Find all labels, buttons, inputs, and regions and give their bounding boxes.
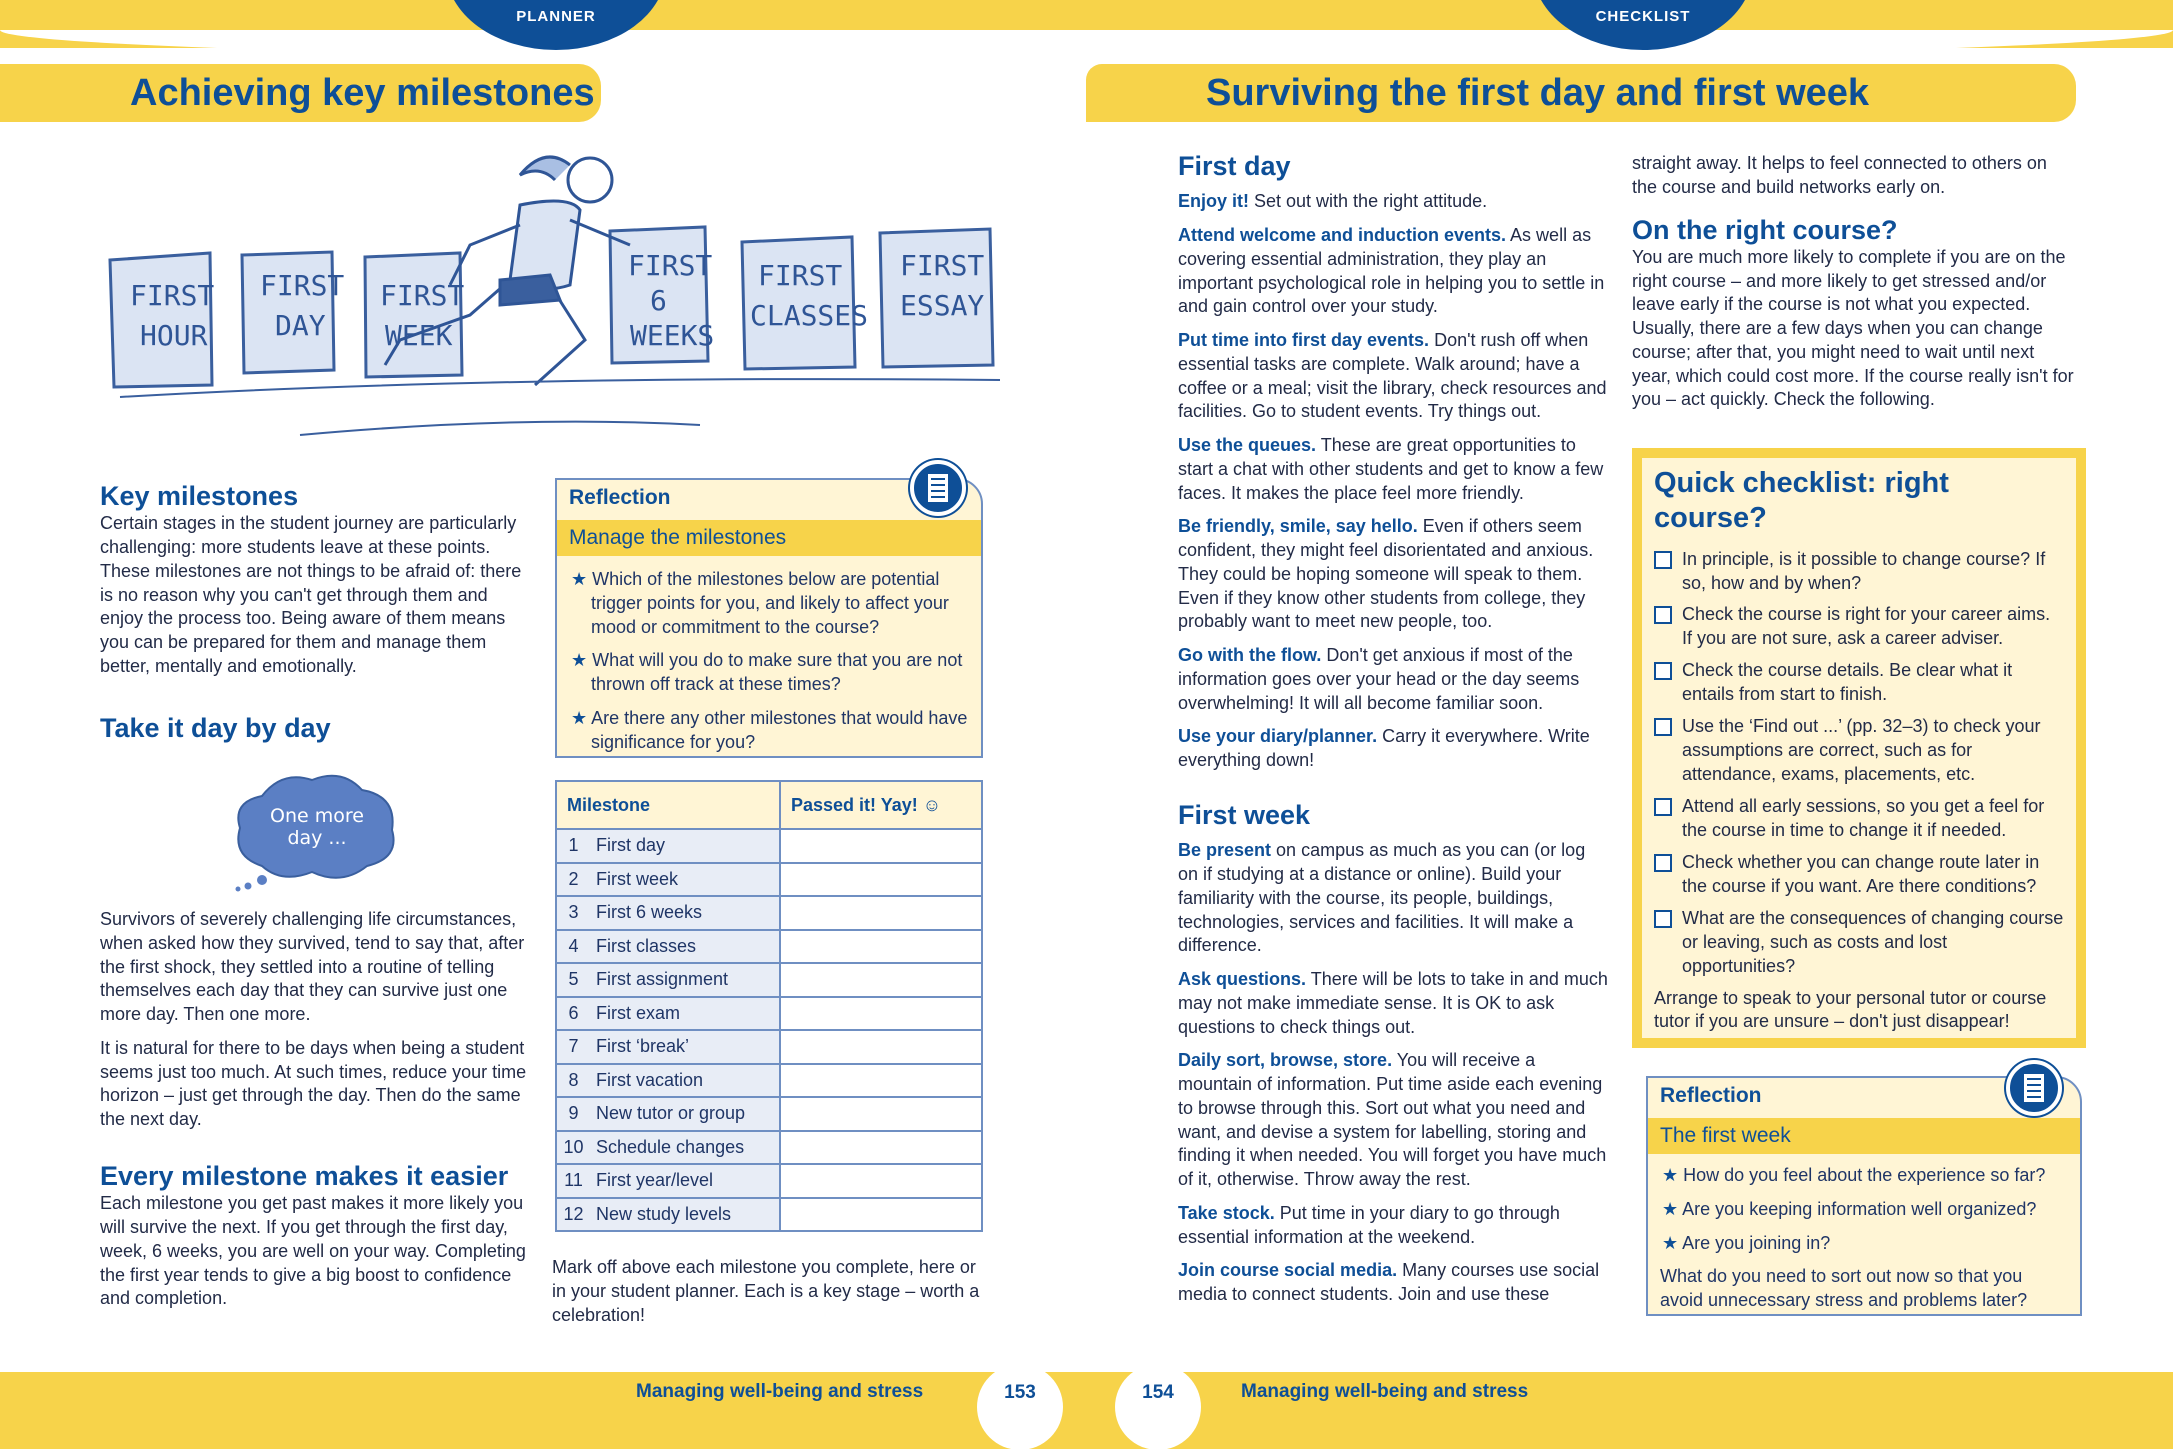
tip-paragraph (1178, 839, 1608, 958)
table-row (556, 863, 982, 897)
tip-text: Set out with the right attitude. (1249, 191, 1488, 212)
page-title-left: Achieving key milestones (130, 71, 595, 114)
thought-cloud (232, 768, 400, 892)
stone-label-6w-2: 6 (650, 284, 667, 317)
milestone-number: 8 (556, 1064, 590, 1098)
key-milestones-body: Certain stages in the student journey are particularly challenging: more students leave at these points. These milestones are not things to be afraid of: there is no reason why you can't get through them and enjoy the process too. Being aware of them means you can be prepared for them and manage them better, mentally and emotionally. (100, 513, 522, 676)
milestone-label: New tutor or group (590, 1097, 780, 1131)
reflection-heading-right: Reflection (1660, 1084, 1762, 1107)
table-row (556, 1198, 982, 1232)
reflection-closing: What do you need to sort out now so that you avoid unnecessary stress and problems later? (1660, 1266, 2028, 1310)
checkbox[interactable] (1654, 910, 1672, 928)
page-title-right: Surviving the first day and first week (1206, 71, 1870, 114)
checklist-item[interactable] (1654, 603, 2064, 651)
tip-text: Don't rush off when essential tasks are complete. Walk around; have a coffee or a meal; visit the library, check resources and facilities. Go to student events. Try things out. (1178, 330, 1607, 422)
milestones-illustration (100, 135, 1010, 445)
table-header-row (556, 781, 982, 829)
notebook-icon (2006, 1060, 2062, 1116)
tip-lead: Use your diary/planner. (1178, 726, 1378, 747)
table-row (556, 997, 982, 1031)
checklist-item[interactable] (1654, 851, 2064, 899)
tip-paragraph (1178, 1202, 1608, 1250)
first-day-heading: First day (1178, 151, 1291, 181)
tip-text: on campus as much as you can (or log on if studying at a distance or online). Build your familiarity with the course, its people, buildings, technologies, services and facilities. It will make a difference. (1178, 840, 1586, 956)
milestone-label: First 6 weeks (590, 896, 780, 930)
footer-bar (0, 1372, 2173, 1449)
tip-text: Many courses use social media to connect students. Join and use these (1178, 1260, 1600, 1305)
milestone-check-cell[interactable] (780, 930, 982, 964)
checklist-note: Arrange to speak to your personal tutor or course tutor if you are unsure – don't just disappear! (1654, 987, 2047, 1032)
tip-text: Carry it everywhere. Write everything down! (1178, 726, 1590, 771)
stone-label-week-2: WEEK (385, 319, 453, 352)
checklist-item[interactable] (1654, 659, 2064, 707)
tip-lead: Be friendly, smile, say hello. (1178, 516, 1418, 537)
tip-lead: Go with the flow. (1178, 645, 1322, 666)
reflection-item: ★ What will you do to make sure that you are not thrown off track at these times? (569, 649, 969, 697)
table-note-text: Mark off above each milestone you complete, here or in your student planner. Each is a key stage – worth a celebration! (552, 1257, 980, 1325)
stone-label-classes-2: CLASSES (750, 299, 869, 332)
milestone-label: First assignment (590, 963, 780, 997)
milestone-label: First vacation (590, 1064, 780, 1098)
tip-text: Even if others seem confident, they might feel disorientated and anxious. They could be hoping someone will speak to them. Even if they know other students from college, they probably want to meet new people, too. (1178, 516, 1594, 632)
stone-label-day-1: FIRST (260, 269, 345, 302)
day-by-day-body-2: It is natural for there to be days when being a student seems just too much. At such times, reduce your time horizon – just get through the day. Then do the same the next day. (100, 1037, 527, 1129)
footer-text-right: Managing well-being and stress (1241, 1381, 1529, 1402)
milestone-label: First classes (590, 930, 780, 964)
checkbox[interactable] (1654, 551, 1672, 569)
stone-label-hour-2: HOUR (140, 319, 208, 352)
milestone-number: 7 (556, 1030, 590, 1064)
checkbox[interactable] (1654, 662, 1672, 680)
reflection-list (557, 556, 981, 754)
milestone-label: First ‘break’ (590, 1030, 780, 1064)
tip-lead: Daily sort, browse, store. (1178, 1050, 1393, 1071)
first-week-heading: First week (1178, 799, 1311, 830)
quick-checklist (1632, 448, 2086, 1048)
milestone-check-cell[interactable] (780, 863, 982, 897)
tip-text: As well as covering essential administration, they play an important psychological role in helping you to settle in and gain control over your study. (1178, 225, 1605, 317)
tip-text: You will receive a mountain of information. Put time aside each evening to browse through this. Sort out what you need and want, and devise a system for labelling, storing and finding it when needed. You will forget you have much of it, otherwise. Throw away the rest. (1178, 1050, 1607, 1190)
day-by-day-heading: Take it day by day (100, 713, 331, 743)
checkbox[interactable] (1654, 718, 1672, 736)
checklist-item-text: Attend all early sessions, so you get a feel for the course in time to change it if needed. (1682, 796, 2045, 840)
milestone-label: Schedule changes (590, 1131, 780, 1165)
tip-paragraph (1178, 644, 1608, 715)
table-row (556, 963, 982, 997)
checklist-item-text: In principle, is it possible to change course? If so, how and by when? (1682, 548, 2046, 593)
stone-label-week-1: FIRST (380, 279, 465, 312)
table-row (556, 930, 982, 964)
milestone-check-cell[interactable] (780, 829, 982, 863)
checklist-item-text: Check whether you can change route later in the course if you want. Are there conditions? (1682, 851, 2040, 896)
table-row (556, 1030, 982, 1064)
stone-label-classes-1: FIRST (758, 259, 843, 292)
reflection-item: ★ Are you joining in? (1660, 1232, 2068, 1256)
tip-paragraph (1178, 224, 1608, 319)
notebook-icon (910, 460, 966, 516)
tip-lead: Be present (1178, 840, 1272, 861)
reflection-subheading-right: The first week (1648, 1118, 2080, 1154)
tip-text: Put time in your diary to go through essential information at the weekend. (1178, 1202, 1560, 1247)
reflection-heading: Reflection (569, 486, 671, 509)
tip-lead: Attend welcome and induction events. (1178, 225, 1507, 246)
every-milestone-heading: Every milestone makes it easier (100, 1161, 509, 1191)
stone-label-hour-1: FIRST (130, 279, 215, 312)
table-row (556, 1131, 982, 1165)
milestone-number: 10 (556, 1131, 590, 1165)
milestone-check-cell[interactable] (780, 1064, 982, 1098)
tip-text: Don't get anxious if most of the information goes over your head or the day seems overwhelming! It will all become familiar soon. (1178, 645, 1580, 713)
milestone-check-cell[interactable] (780, 896, 982, 930)
checklist-items (1654, 548, 2064, 979)
checklist-item-text: Check the course details. Be clear what it entails from start to finish. (1682, 660, 2013, 705)
tip-paragraph (1178, 725, 1608, 773)
milestone-table (555, 780, 983, 1232)
checklist-heading: Quick checklist: right course? (1654, 467, 1949, 534)
milestone-label: First day (590, 829, 780, 863)
milestone-number: 6 (556, 997, 590, 1031)
table-row (556, 1064, 982, 1098)
milestone-number: 4 (556, 930, 590, 964)
checklist-item-text: Check the course is right for your career aims. If you are not sure, ask a career adviser. (1682, 604, 2051, 649)
milestone-label: New study levels (590, 1198, 780, 1232)
cloud-text: One more day ... (270, 805, 364, 849)
tip-paragraph (1178, 1049, 1608, 1192)
tip-lead: Take stock. (1178, 1202, 1275, 1223)
col2-continued-text: straight away. It helps to feel connected to others on the course and build networks early on. (1632, 153, 2047, 197)
checklist-item[interactable] (1654, 715, 2064, 787)
stone-label-6w-3: WEEKS (630, 319, 715, 352)
planner-tab-label: PLANNER (516, 8, 596, 25)
milestone-number: 5 (556, 963, 590, 997)
checklist-item[interactable] (1654, 548, 2064, 596)
reflection-box-right (1646, 1076, 2082, 1316)
footer-text-left: Managing well-being and stress (636, 1381, 924, 1402)
checklist-item-text: Use the ‘Find out ...’ (pp. 32–3) to check your assumptions are correct, such as for attendance, exams, placements, etc. (1682, 716, 2041, 785)
table-row (556, 1097, 982, 1131)
milestone-number: 12 (556, 1198, 590, 1232)
every-milestone-section (100, 1160, 540, 1321)
reflection-item: ★ How do you feel about the experience so far? (1660, 1164, 2068, 1188)
checkbox[interactable] (1654, 606, 1672, 624)
milestone-check-cell[interactable] (780, 1198, 982, 1232)
tip-lead: Ask questions. (1178, 969, 1307, 990)
tip-paragraph (1178, 1259, 1608, 1307)
reflection-item: ★ Are you keeping information well organized? (1660, 1198, 2068, 1222)
milestone-number: 1 (556, 829, 590, 863)
stone-label-essay-2: ESSAY (900, 289, 985, 322)
milestone-number: 3 (556, 896, 590, 930)
tip-paragraph (1178, 434, 1608, 505)
stone-label-6w-1: FIRST (628, 249, 713, 282)
key-milestones-section (100, 480, 532, 689)
checklist-item[interactable] (1654, 795, 2064, 843)
milestone-number: 11 (556, 1164, 590, 1198)
table-header-milestone: Milestone (556, 781, 780, 829)
tip-lead: Use the queues. (1178, 435, 1317, 456)
stone-first-week (365, 253, 465, 377)
tip-lead: Join course social media. (1178, 1260, 1398, 1281)
table-row (556, 896, 982, 930)
table-note (552, 1256, 992, 1337)
left-title-bar (0, 64, 601, 122)
checkbox[interactable] (1654, 798, 1672, 816)
stone-label-day-2: DAY (275, 309, 326, 342)
milestone-number: 2 (556, 863, 590, 897)
day-by-day-section (100, 712, 532, 744)
tip-lead: Put time into first day events. (1178, 330, 1430, 351)
checklist-tab-label: CHECKLIST (1595, 8, 1691, 25)
table-row (556, 829, 982, 863)
table-row (556, 1164, 982, 1198)
right-column-2 (1632, 152, 2074, 422)
tip-lead: Enjoy it! (1178, 191, 1249, 212)
day-by-day-body (100, 908, 532, 1142)
milestone-check-cell[interactable] (780, 963, 982, 997)
page-number-right: 154 (1115, 1364, 1201, 1449)
key-milestones-heading: Key milestones (100, 481, 299, 511)
reflection-item: ★ Which of the milestones below are potential trigger points for you, and likely to affect your mood or commitment to the course? (569, 568, 969, 639)
tip-paragraph (1178, 968, 1608, 1039)
right-course-body: You are much more likely to complete if you are on the right course – and more likely to get stressed and/or leave early if the course is not what you expected. Usually, there are a few days when you can change course; after that, you might need to wait until next year, which could cost more. If the course really isn't for you – act quickly. Check the following. (1632, 246, 2074, 410)
reflection-subheading: Manage the milestones (557, 520, 981, 556)
tip-text: These are great opportunities to start a chat with other students and get to know a few faces. It makes the place feel more friendly. (1178, 435, 1604, 503)
tip-paragraph (1178, 190, 1608, 214)
milestone-label: First week (590, 863, 780, 897)
table-header-passed: Passed it! Yay! ☺ (780, 781, 982, 829)
right-course-heading: On the right course? (1632, 214, 1898, 245)
tip-paragraph (1178, 329, 1608, 424)
milestone-label: First exam (590, 997, 780, 1031)
checklist-item[interactable] (1654, 907, 2064, 979)
first-day-section (1178, 150, 1608, 1317)
tip-paragraph (1178, 515, 1608, 634)
first-week-items (1178, 839, 1608, 1307)
every-milestone-body: Each milestone you get past makes it more likely you will survive the next. If you get through the first day, week, 6 weeks, you are well on your way. Completing the first year tends to give a big boost to confidence and completion. (100, 1193, 526, 1309)
page-number-left: 153 (977, 1364, 1063, 1449)
reflection-list-right (1648, 1154, 2080, 1255)
right-title-bar (1086, 64, 2076, 122)
milestone-check-cell[interactable] (780, 997, 982, 1031)
stone-label-essay-1: FIRST (900, 249, 985, 282)
milestone-number: 9 (556, 1097, 590, 1131)
milestone-check-cell[interactable] (780, 1164, 982, 1198)
milestone-check-cell[interactable] (780, 1097, 982, 1131)
first-day-items (1178, 190, 1608, 773)
milestone-label: First year/level (590, 1164, 780, 1198)
reflection-item: ★ Are there any other milestones that would have significance for you? (569, 707, 969, 755)
checklist-item-text: What are the consequences of changing course or leaving, such as costs and lost opportunities? (1682, 907, 2064, 976)
milestone-check-cell[interactable] (780, 1131, 982, 1165)
milestone-check-cell[interactable] (780, 1030, 982, 1064)
tip-text: There will be lots to take in and much may not make immediate sense. It is OK to ask questions to check things out. (1178, 969, 1608, 1037)
day-by-day-body-1: Survivors of severely challenging life circumstances, when asked how they survived, tend to say that, after the first shock, they settled into a routine of telling themselves each day that they can survive just one more day. Then one more. (100, 909, 525, 1024)
checkbox[interactable] (1654, 854, 1672, 872)
reflection-box-left (555, 478, 983, 758)
